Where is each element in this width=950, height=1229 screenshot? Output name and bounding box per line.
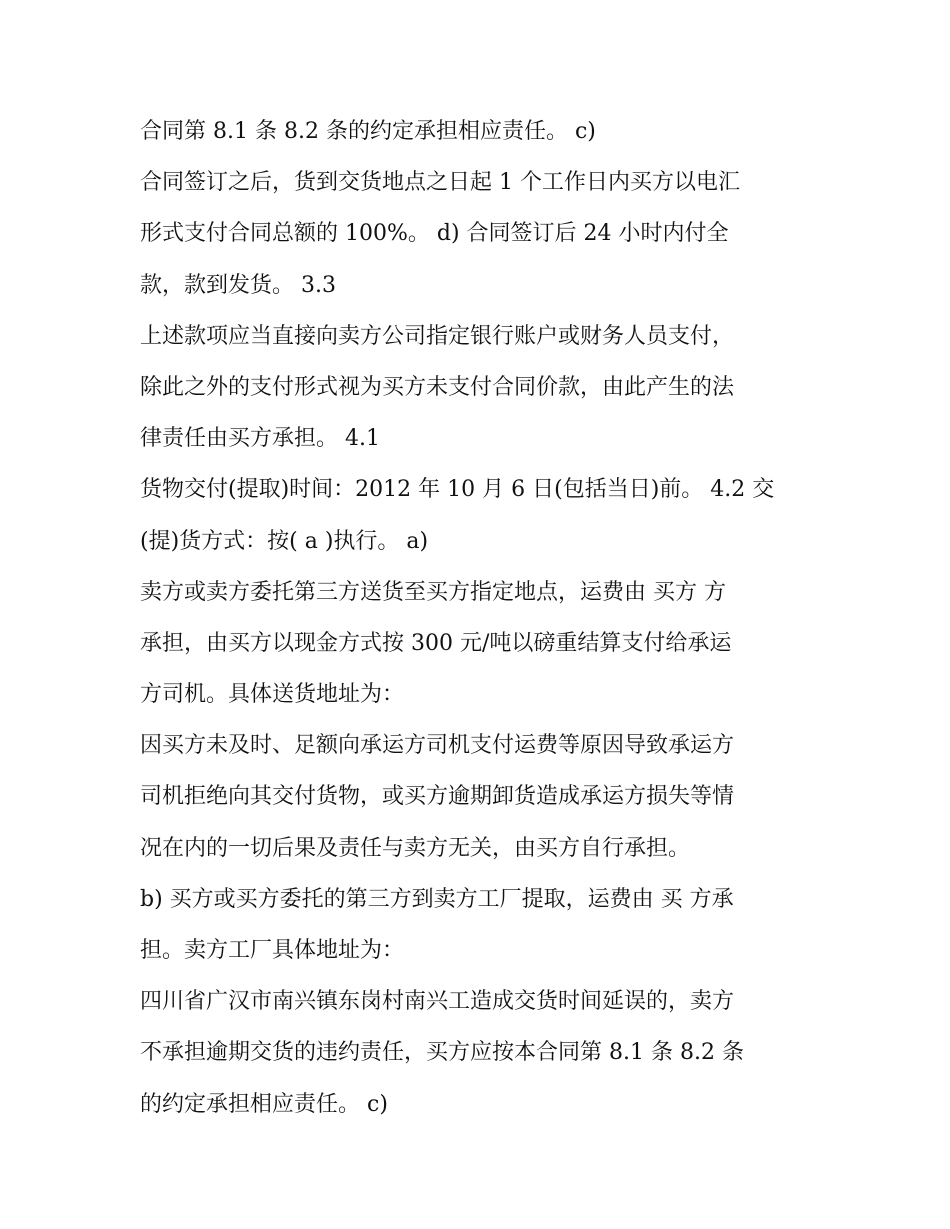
text-line: 卖方或卖方委托第三方送货至买方指定地点，运费由 买方 方 (140, 579, 726, 605)
text-line: 的约定承担相应责任。 c) (140, 1091, 388, 1117)
text-line: b) 买方或买方委托的第三方到卖方工厂提取，运费由 买 方承 (140, 886, 734, 912)
text-line: 承担，由买方以现金方式按 300 元/吨以磅重结算支付给承运 (140, 630, 732, 656)
text-line: 款，款到发货。 3.3 (140, 272, 336, 298)
contract-text-body (140, 106, 840, 1130)
text-line: 因买方未及时、足额向承运方司机支付运费等原因导致承运方 (140, 733, 735, 759)
text-line: 不承担逾期交货的违约责任，买方应按本合同第 8.1 条 8.2 条 (140, 1040, 744, 1066)
text-line: 货物交付(提取)时间：2012 年 10 月 6 日(包括当日)前。 4.2 交 (140, 477, 775, 503)
text-line: (提)货方式：按( a )执行。 a) (140, 528, 429, 554)
text-line: 合同第 8.1 条 8.2 条的约定承担相应责任。 c) (140, 119, 596, 144)
text-line: 律责任由买方承担。 4.1 (140, 426, 380, 452)
text-line: 司机拒绝向其交付货物，或买方逾期卸货造成承运方损失等情 (140, 784, 735, 810)
text-line: 担。卖方工厂具体地址为： (140, 938, 405, 963)
text-line: 四川省广汉市南兴镇东岗村南兴工造成交货时间延误的，卖方 (140, 989, 735, 1015)
text-line: 除此之外的支付形式视为买方未支付合同价款，由此产生的法 (140, 374, 735, 400)
text-line: 合同签订之后，货到交货地点之日起 1 个工作日内买方以电汇 (140, 170, 740, 196)
text-line: 形式支付合同总额的 100%。 d) 合同签订后 24 小时内付全 (140, 221, 729, 247)
text-line: 上述款项应当直接向卖方公司指定银行账户或财务人员支付， (140, 323, 735, 349)
text-line: 况在内的一切后果及责任与卖方无关，由买方自行承担。 (140, 835, 691, 861)
text-line: 方司机。具体送货地址为： (140, 682, 405, 708)
